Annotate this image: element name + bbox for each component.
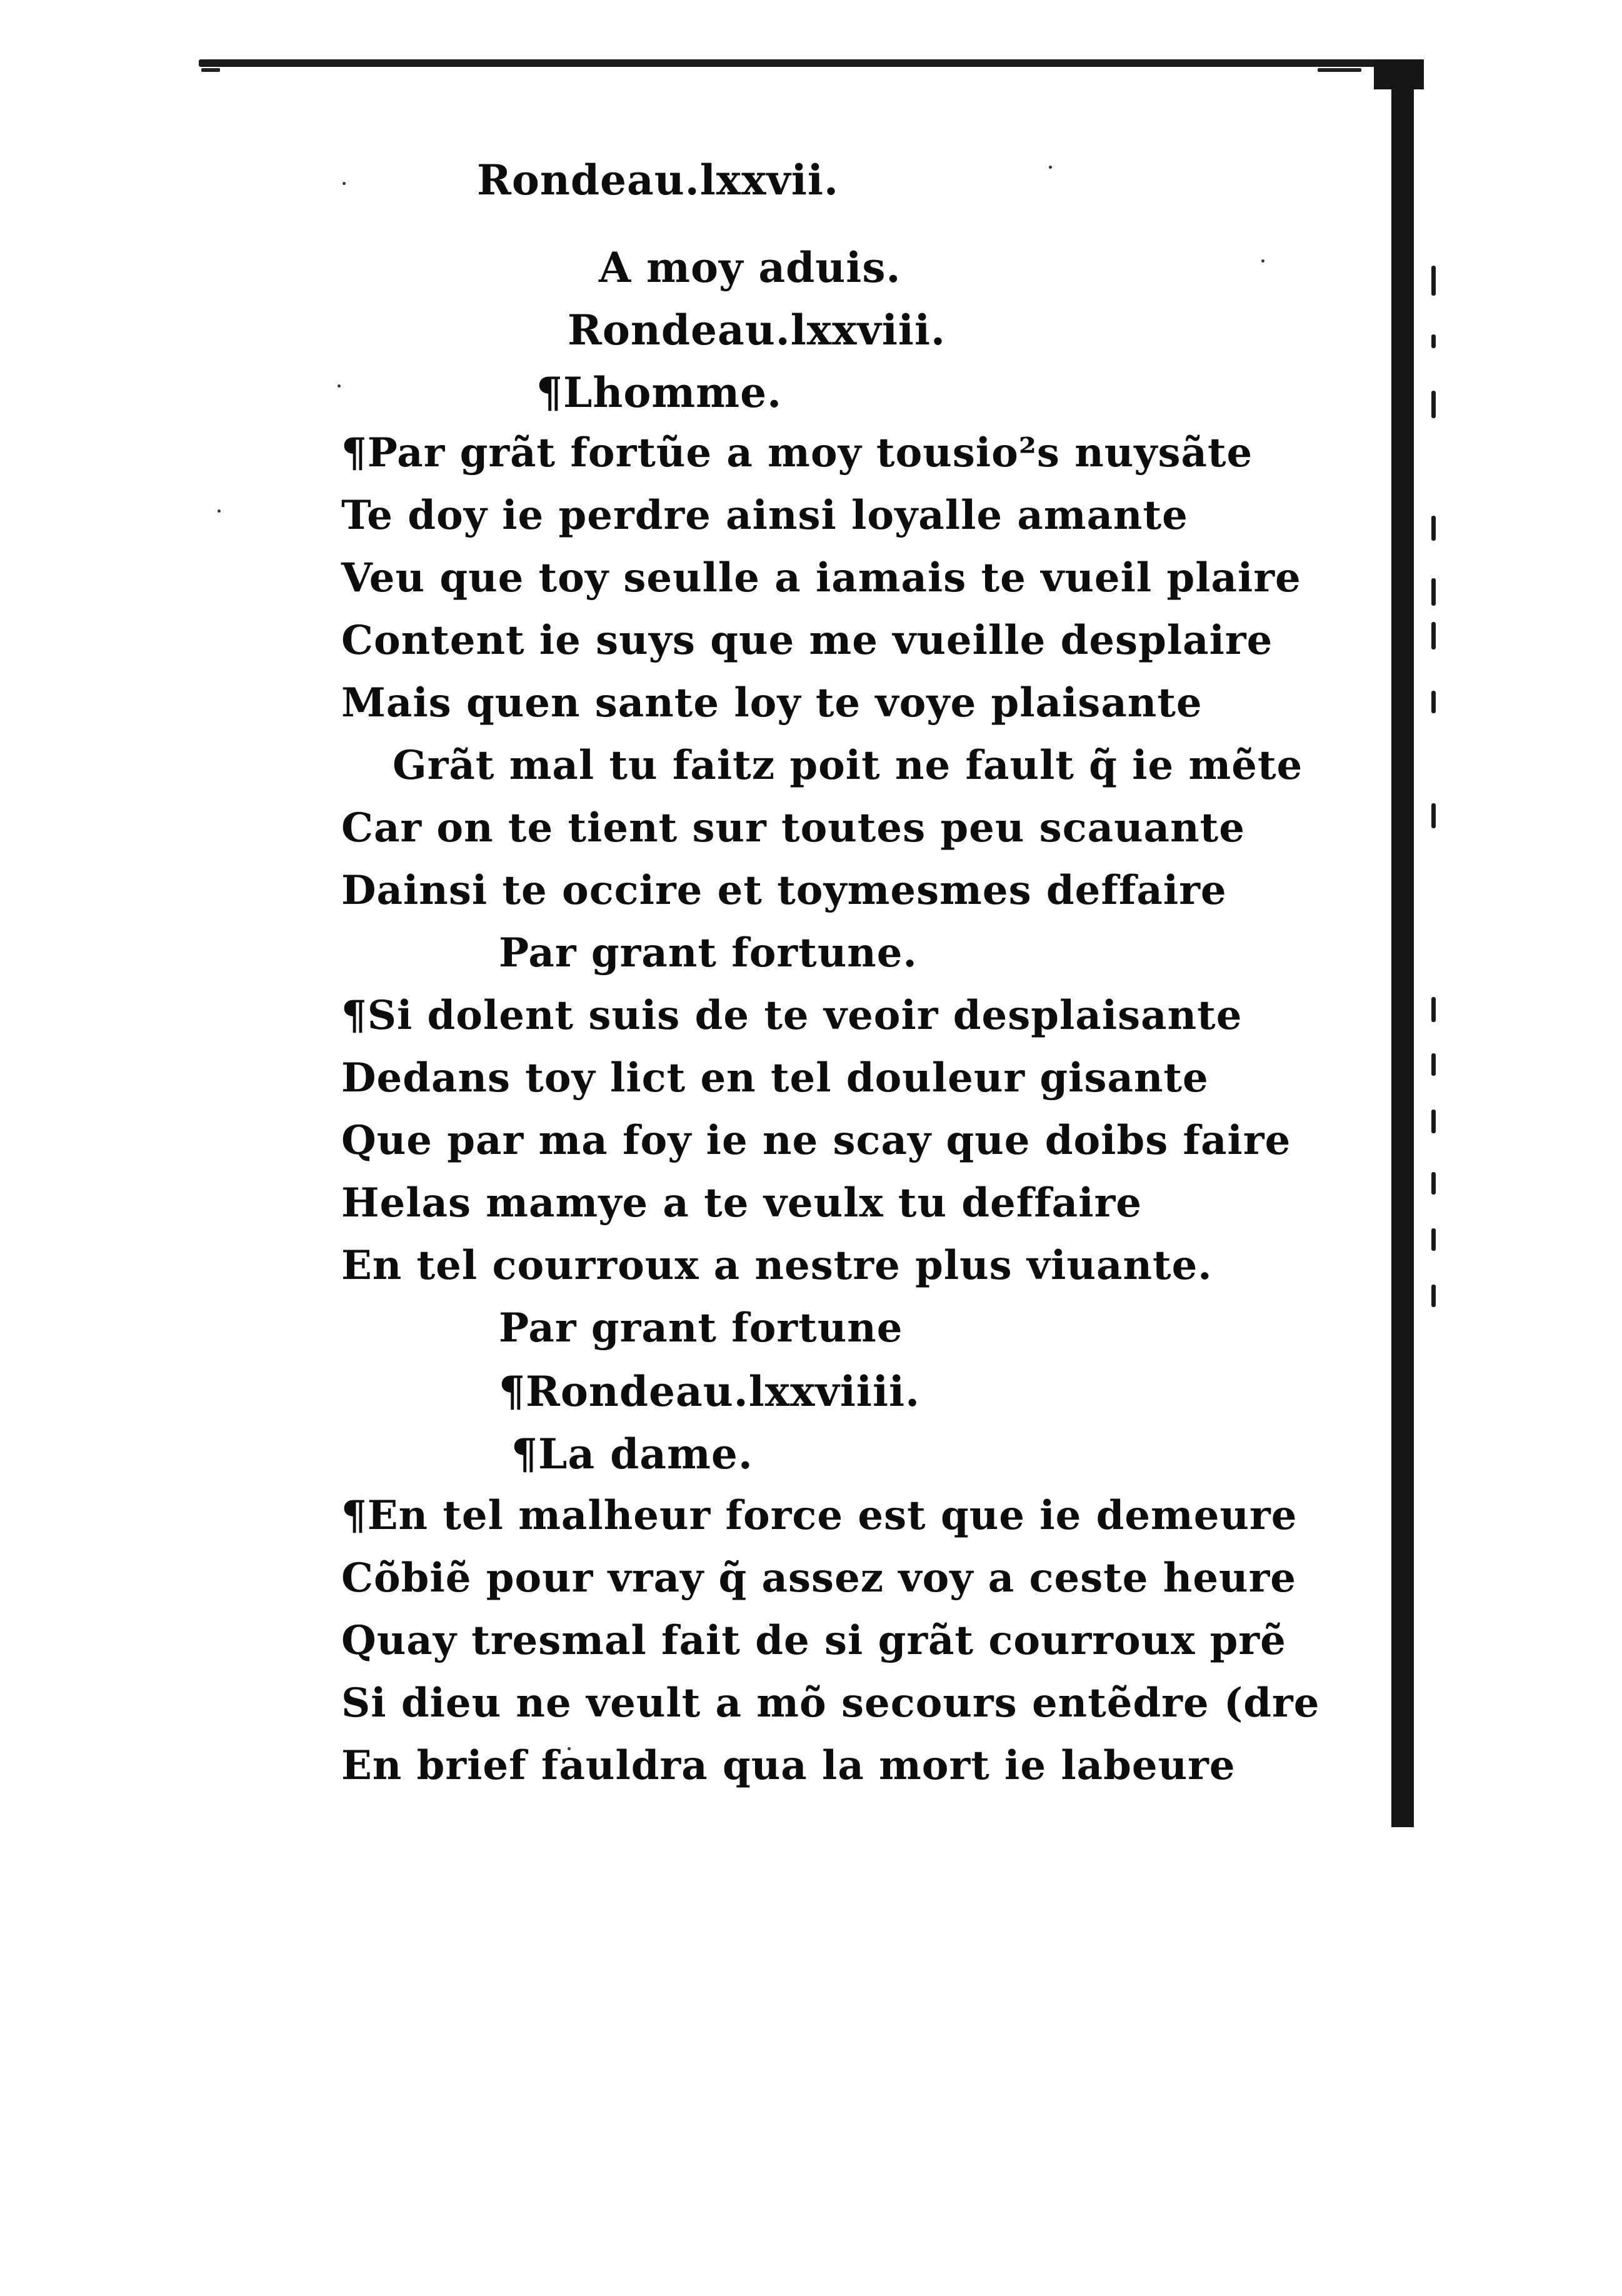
verse-line: Mais quen sante loy te voye plaisante <box>341 679 1203 726</box>
margin-mark <box>1431 997 1436 1022</box>
margin-mark <box>1431 578 1436 606</box>
verse-line: Si dieu ne veult a mõ secours entẽdre (dre <box>341 1680 1320 1727</box>
rule-speck <box>1318 68 1361 72</box>
verse-line: Cõbiẽ pour vray q̃ assez voy a ceste heure <box>341 1555 1296 1602</box>
margin-mark <box>1431 1172 1436 1195</box>
scanned-page <box>199 59 1424 1827</box>
speaker-label: ¶La dame. <box>511 1430 753 1478</box>
verse-line: Te doy ie perdre ainsi loyalle amante <box>341 492 1188 539</box>
speaker-label: ¶Lhomme. <box>536 368 783 417</box>
margin-mark <box>1431 803 1436 828</box>
verse-line: Content ie suys que me vueille desplaire <box>341 617 1273 664</box>
ink-speck <box>343 182 346 185</box>
refrain-line: Par grant fortune <box>499 1305 903 1351</box>
margin-mark <box>1431 391 1436 418</box>
verse-line: Dainsi te occire et toymesmes deffaire <box>341 867 1227 914</box>
verse-line: Car on te tient sur toutes peu scauante <box>341 805 1245 851</box>
margin-mark <box>1431 516 1436 541</box>
margin-mark <box>1431 622 1436 649</box>
margin-mark <box>1431 266 1436 296</box>
verse-line: Dedans toy lict en tel douleur gisante <box>341 1055 1209 1101</box>
margin-mark <box>1431 1110 1436 1133</box>
margin-mark <box>1431 1285 1436 1307</box>
verse-line: Helas mamye a te veulx tu deffaire <box>341 1180 1142 1226</box>
verse-line: En brief fauldra qua la mort ie labeure <box>341 1742 1236 1789</box>
margin-mark <box>1431 1228 1436 1251</box>
verse-line: Que par ma foy ie ne scay que doibs faire <box>341 1117 1291 1164</box>
verse-line: ¶Par grãt fortũe a moy tousio²s nuysãte <box>341 429 1253 476</box>
verse-line: Quay tresmal fait de si grãt courroux prẽ <box>341 1617 1286 1664</box>
refrain-title: A moy aduis. <box>599 243 901 292</box>
ink-speck <box>1261 259 1264 263</box>
verse-line: ¶Si dolent suis de te veoir desplaisante <box>341 992 1243 1039</box>
margin-mark <box>1431 1053 1436 1076</box>
verse-line: Veu que toy seulle a iamais te vueil plaire <box>341 554 1301 601</box>
top-rule-line <box>199 59 1424 67</box>
binding-edge-bar <box>1391 59 1414 1827</box>
verse-line: En tel courroux a nestre plus viuante. <box>341 1242 1213 1289</box>
margin-mark <box>1431 334 1436 348</box>
verse-line: ¶En tel malheur force est que ie demeure <box>341 1492 1298 1539</box>
refrain-line: Par grant fortune. <box>499 930 918 976</box>
ink-speck <box>1049 166 1052 169</box>
ink-speck <box>338 384 341 388</box>
margin-mark <box>1431 691 1436 713</box>
rondeau-heading: Rondeau.lxxvii. <box>477 156 839 204</box>
verse-line: Grãt mal tu faitz poit ne fault q̃ ie mẽte <box>393 742 1303 789</box>
rondeau-heading: Rondeau.lxxviii. <box>568 306 946 354</box>
ink-speck <box>218 509 221 513</box>
rondeau-heading: ¶Rondeau.lxxviiii. <box>499 1367 921 1416</box>
rule-speck <box>201 68 220 72</box>
